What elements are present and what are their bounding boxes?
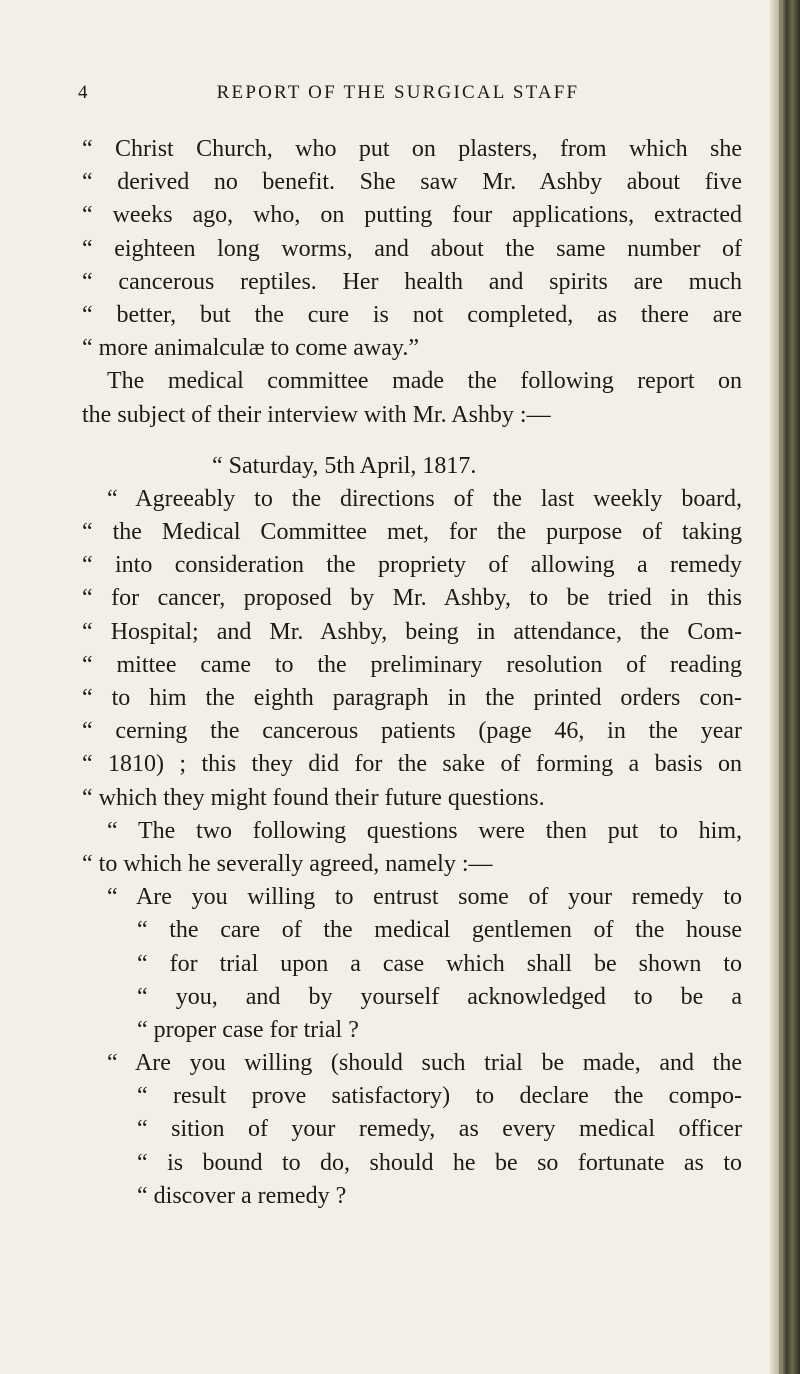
text-line: “ cerning the cancerous patients (page 46, in the year xyxy=(82,718,742,745)
text-line: “ cancerous reptiles. Her health and spirits are much xyxy=(82,268,742,295)
question-line: “ Are you willing to entrust some of your remedy to xyxy=(107,884,742,911)
text-line: “ to which he severally agreed, namely :— xyxy=(82,850,493,877)
question-line: “ result prove satisfactory) to declare the compo- xyxy=(137,1083,742,1110)
question-line: “ proper case for trial ? xyxy=(137,1016,359,1043)
text-line: “ Agreeably to the directions of the last weekly board, xyxy=(107,485,742,512)
question-line: “ Are you willing (should such trial be made, and the xyxy=(107,1050,742,1077)
text-line: “ into consideration the propriety of allowing a remedy xyxy=(82,552,742,579)
text-line: “ better, but the cure is not completed, as there are xyxy=(82,301,742,328)
text-line: “ weeks ago, who, on putting four applications, extracted xyxy=(82,202,742,229)
book-edge-line xyxy=(779,0,782,1374)
text-line: “ to him the eighth paragraph in the printed orders con- xyxy=(82,685,742,711)
text-line: “ eighteen long worms, and about the same number of xyxy=(82,235,742,262)
text-line: the subject of their interview with Mr. Ashby :— xyxy=(82,401,551,428)
question-line: “ the care of the medical gentlemen of the house xyxy=(137,917,742,944)
question-line: “ discover a remedy ? xyxy=(137,1182,347,1209)
text-line: “ derived no benefit. She saw Mr. Ashby about five xyxy=(82,169,742,196)
text-line: “ more animalculæ to come away.” xyxy=(82,335,419,362)
page-header xyxy=(78,82,678,112)
text-line: “ the Medical Committee met, for the purpose of taking xyxy=(82,519,742,546)
question-line: “ you, and by yourself acknowledged to be a xyxy=(137,983,742,1010)
text-line: “ 1810) ; this they did for the sake of forming a basis on xyxy=(82,751,742,778)
text-line: “ Hospital; and Mr. Ashby, being in attendance, the Com- xyxy=(82,618,742,645)
question-line: “ for trial upon a case which shall be shown to xyxy=(137,950,742,977)
text-line: “ mittee came to the preliminary resolution of reading xyxy=(82,651,742,678)
page-number: 4 xyxy=(78,82,90,103)
text-line: “ The two following questions were then put to him, xyxy=(107,817,742,844)
date-line: “ Saturday, 5th April, 1817. xyxy=(212,452,477,479)
running-title: REPORT OF THE SURGICAL STAFF xyxy=(216,82,580,103)
text-line: “ which they might found their future questions. xyxy=(82,784,545,811)
question-line: “ sition of your remedy, as every medical officer xyxy=(137,1116,742,1143)
text-line: “ for cancer, proposed by Mr. Ashby, to be tried in this xyxy=(82,585,742,612)
question-line: “ is bound to do, should he be so fortunate as to xyxy=(137,1149,742,1176)
book-edge xyxy=(770,0,800,1374)
text-line: “ Christ Church, who put on plasters, from which she xyxy=(82,136,742,162)
text-line: The medical committee made the following report on xyxy=(107,368,742,395)
page-body xyxy=(82,133,742,1213)
